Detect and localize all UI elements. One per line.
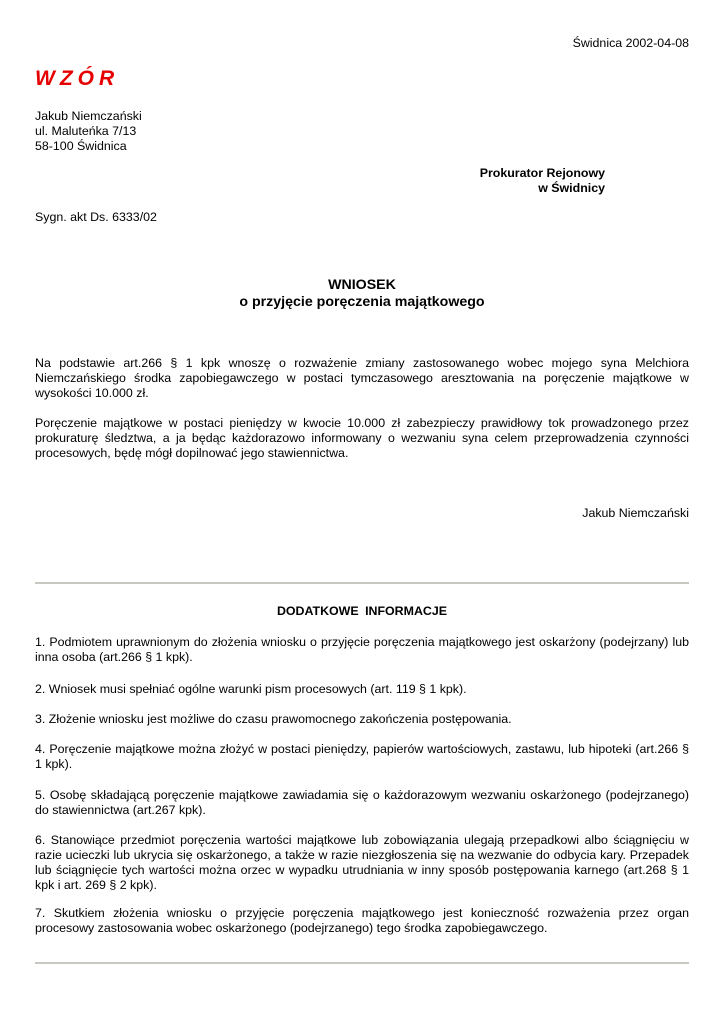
title-line-2: o przyjęcie poręczenia majątkowego <box>239 294 485 310</box>
additional-info-title: DODATKOWE INFORMACJE <box>276 604 448 618</box>
sender-name: Jakub Niemczański <box>35 109 142 123</box>
recipient-line-2: w Świdnicy <box>538 181 605 195</box>
title-line-1: WNIOSEK <box>328 277 396 293</box>
case-reference: Sygn. akt Ds. 6333/02 <box>35 210 157 224</box>
sender-street: ul. Malutеńka 7/13 <box>35 124 137 138</box>
recipient-line-1: Prokurator Rejonowy <box>479 166 605 180</box>
document-title <box>35 277 689 311</box>
sender-address <box>35 109 142 154</box>
template-watermark: WZÓR <box>35 67 120 90</box>
body-paragraph-2: Poręczenie majątkowe w postaci pieniędzy w kwocie 10.000 zł zabezpieczy prawidłowy tok prowadzonego przez prokuraturę śledztwa, a ja będąc każdorazowo informowany o wezwaniu syna celem przeprowadzenia czynności procesowych, będę mógł dopilnować jego stawiennictwa. <box>35 416 689 460</box>
divider-bottom <box>35 962 689 964</box>
sender-city: 58-100 Świdnica <box>35 139 127 153</box>
info-item-1: 1. Podmiotem uprawnionym do złożenia wniosku o przyjęcie poręczenia majątkowego jest oskarżony (podejrzany) lub inna osoba (art.266 § 1 kpk). <box>35 635 689 664</box>
info-item-5: 5. Osobę składającą poręczenie majątkowe zawiadamia się o każdorazowym wezwaniu oskarżonego (podejrzanego) do stawiennictwa (art.267 kpk). <box>35 788 689 817</box>
signature: Jakub Niemczański <box>582 506 689 520</box>
info-item-7: 7. Skutkiem złożenia wniosku o przyjęcie poręczenia majątkowego jest konieczność rozważenia przez organ procesowy zastosowania wobec oskarżonego (podejrzanego) tego środka zapobiegawczego. <box>35 906 689 935</box>
recipient-address <box>420 166 605 196</box>
document-date: Świdnica 2002-04-08 <box>572 36 689 50</box>
body-paragraph-1: Na podstawie art.266 § 1 kpk wnoszę o rozważenie zmiany zastosowanego wobec mojego syna Melchiora Niemczańskiego środka zapobiegawczego w postaci tymczasowego aresztowania na poręczenie majątkowe w wysokości 10.000 zł. <box>35 356 689 400</box>
info-item-2: 2. Wniosek musi spełniać ogólne warunki pism procesowych (art. 119 § 1 kpk). <box>35 682 467 696</box>
info-item-6: 6. Stanowiące przedmiot poręczenia wartości majątkowe lub zobowiązania ulegają przepadkowi albo ściągnięciu w razie ucieczki lub ukrycia się oskarżonego, a także w razie niezgłoszenia się na wezwanie do odbycia kary. Przepadek lub ściągnięcie tych wartości można orzec w wypadku utrudniania w inny sposób postępowania karnego (art.268 § 1 kpk i art. 269 § 2 kpk). <box>35 833 689 892</box>
info-item-4: 4. Poręczenie majątkowe można złożyć w postaci pieniędzy, papierów wartościowych, zastawu, lub hipoteki (art.266 § 1 kpk). <box>35 742 689 771</box>
info-item-3: 3. Złożenie wniosku jest możliwe do czasu prawomocnego zakończenia postępowania. <box>35 712 512 726</box>
divider-top <box>35 582 689 584</box>
